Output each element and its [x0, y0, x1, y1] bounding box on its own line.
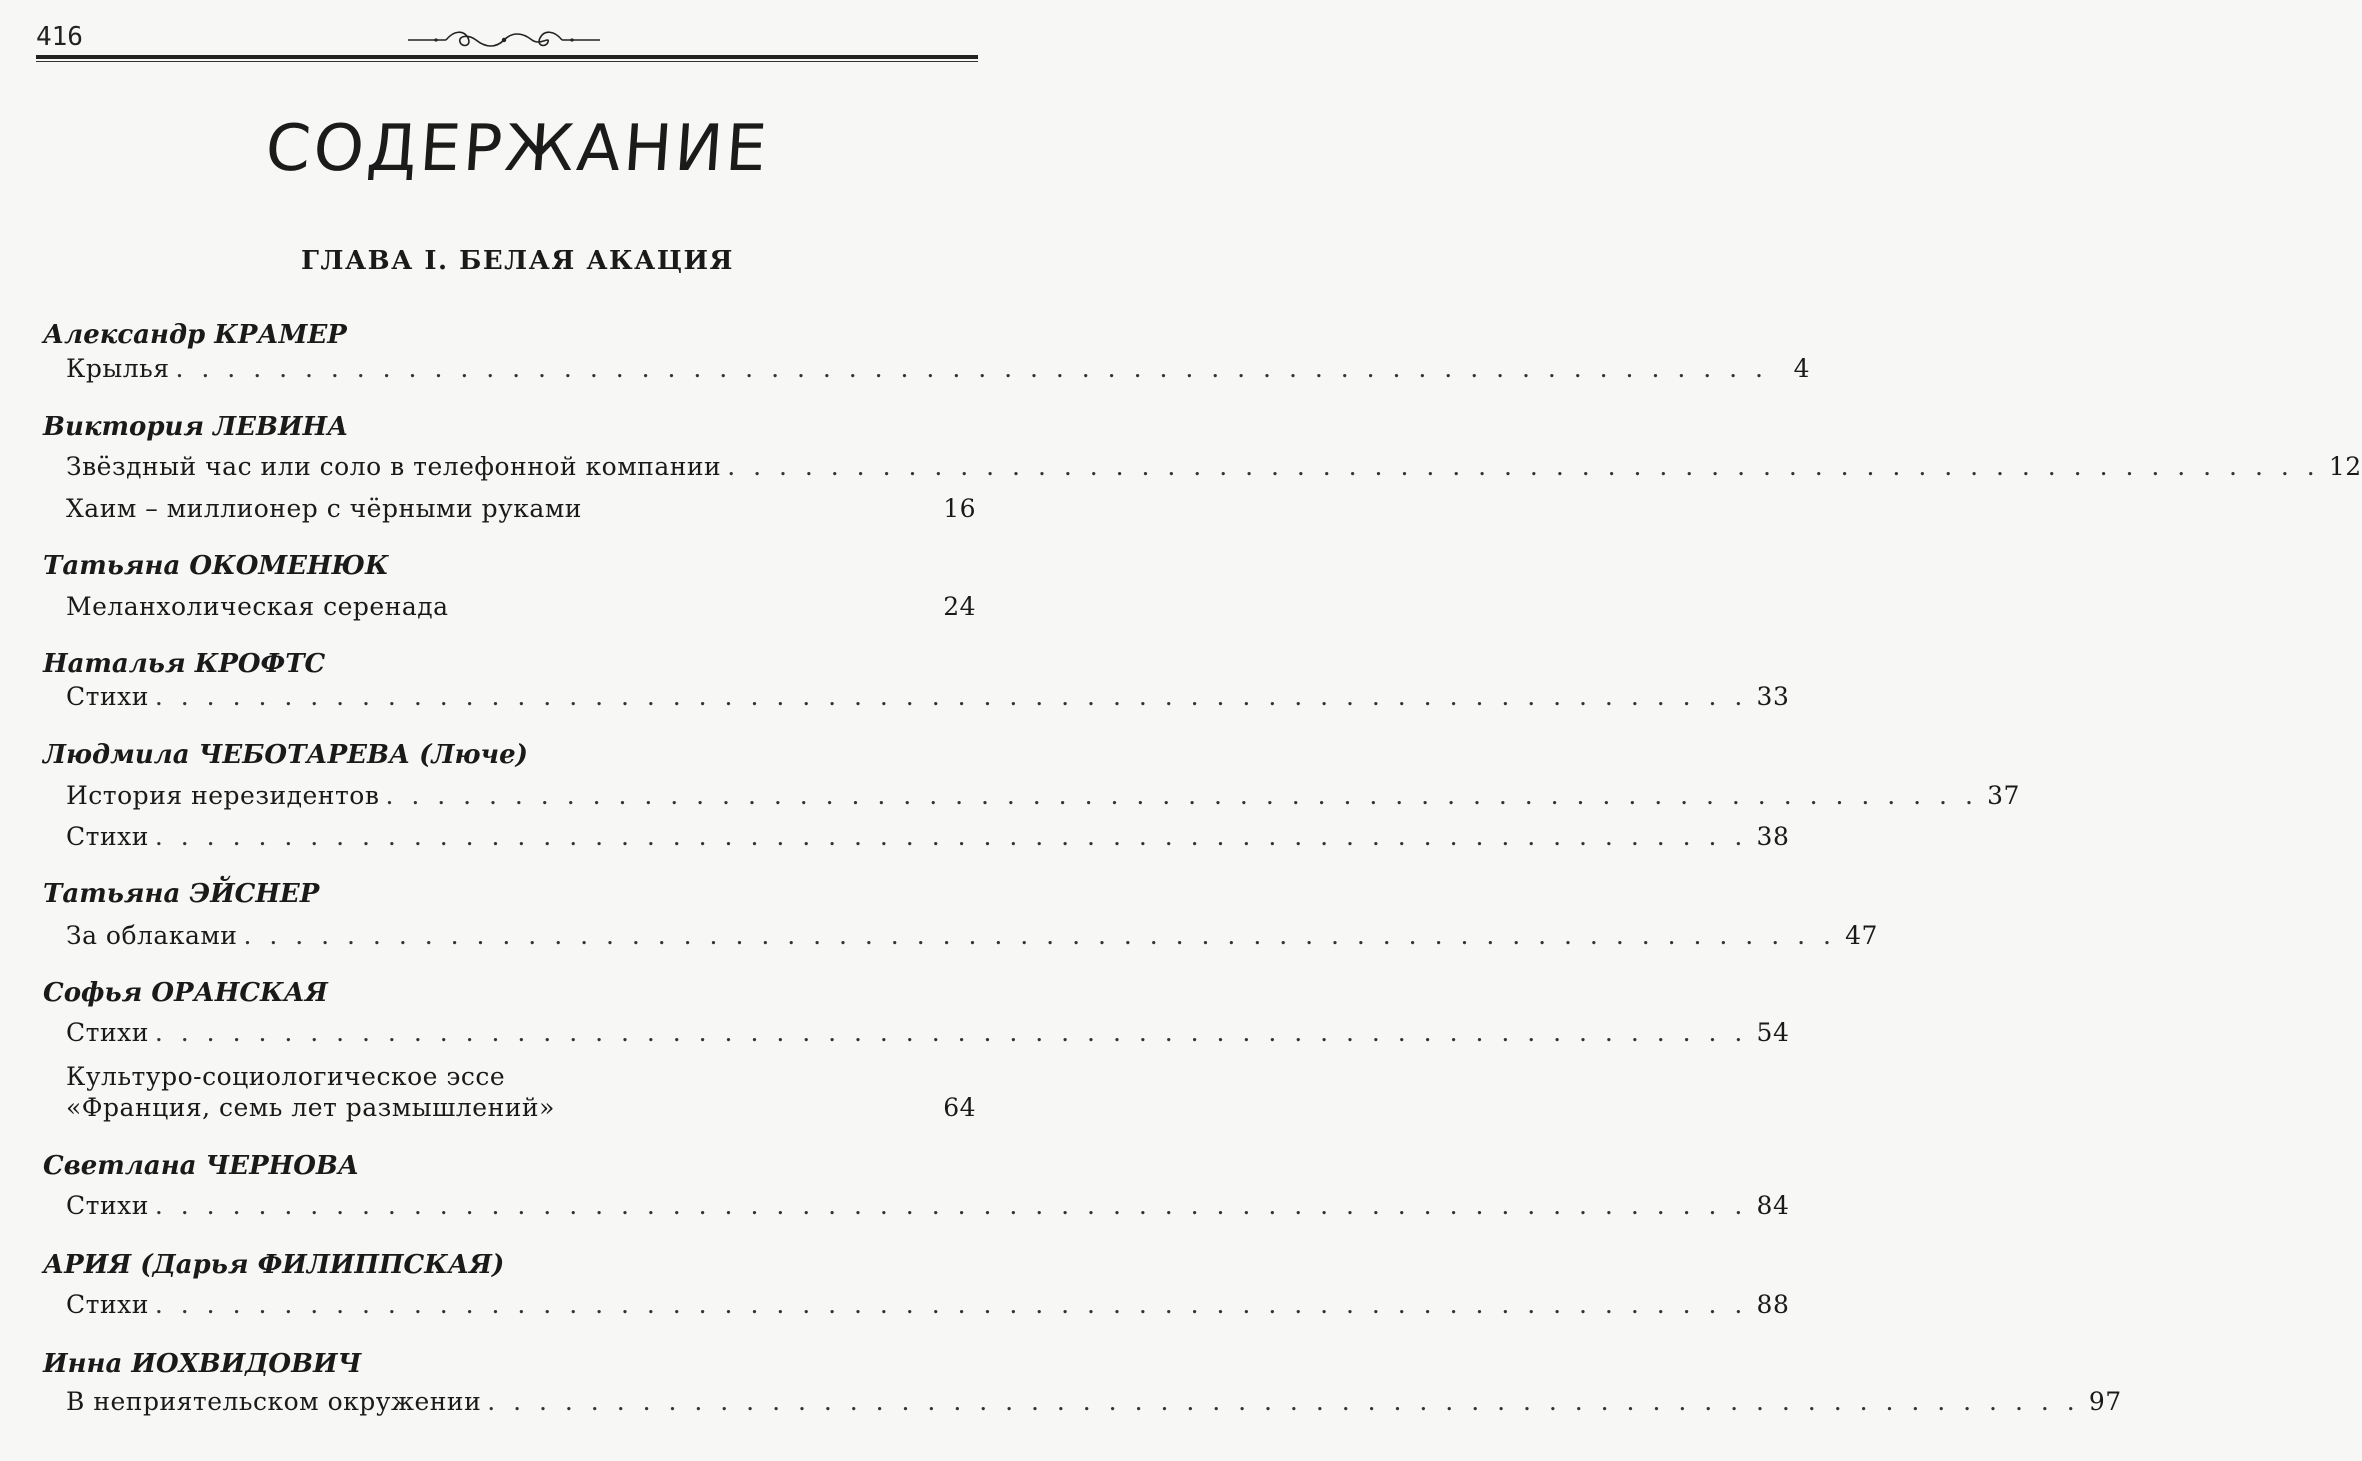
toc-author: Светлана ЧЕРНОВА — [43, 1151, 360, 1181]
toc-entry-title: Стихи — [66, 1290, 149, 1319]
toc-leader-dots: . . . . . . . . . . . . . . . . . . . . . . . . . . . . . . . . . . . . . . . . . . . . . . . . . . . . . . . . . . . . . . — [154, 1290, 1748, 1319]
toc-author: Инна ИОХВИДОВИЧ — [43, 1349, 362, 1379]
toc-entry-page: 16 — [943, 494, 976, 523]
toc-entry-page: 38 — [1756, 822, 1790, 851]
toc-leader-dots: . . . . . . . . . . . . . . . . . . . . . . . . . . . . . . . . . . . . . . . . . . . . . . . . . . . . . . . . . . . . . . — [154, 682, 1748, 711]
toc-leader-dots: . . . . . . . . . . . . . . . . . . . . . . . . . . . . . . . . . . . . . . . . . . . . . . . . . . . . . . . . . . . . . . — [154, 822, 1748, 851]
toc-entry-title: «Франция, семь лет размышлений» — [66, 1093, 555, 1122]
toc-entry[interactable] — [66, 592, 976, 621]
toc-entry-title: История нерезидентов — [66, 781, 380, 810]
toc-leader-dots: . . . . . . . . . . . . . . . . . . . . . . . . . . . . . . . . . . . . . . . . . . . . . . . . . . . . . . . . . . . . . . — [154, 1191, 1748, 1220]
toc-leader-dots: . . . . . . . . . . . . . . . . . . . . . . . . . . . . . . . . . . . . . . . . . . . . . . . . . . . . . . . . . . . . . . — [243, 921, 1836, 950]
toc-leader-dots: . . . . . . . . . . . . . . . . . . . . . . . . . . . . . . . . . . . . . . . . . . . . . . . . . . . . . . . . . . . . . . — [175, 354, 1768, 383]
toc-author: Людмила ЧЕБОТАРЕВА (Люче) — [43, 740, 528, 770]
toc-entry-page: 37 — [1987, 781, 2020, 810]
toc-entry[interactable] — [66, 682, 1790, 711]
toc-leader-dots: . . . . . . . . . . . . . . . . . . . . . . . . . . . . . . . . . . . . . . . . . . . . . . . . . . . . . . . . . . . . . . — [154, 1018, 1748, 1047]
toc-entry-title: Стихи — [66, 682, 149, 711]
toc-author: Софья ОРАНСКАЯ — [43, 978, 328, 1008]
toc-entry-page: 84 — [1756, 1191, 1790, 1220]
toc-leader-dots: . . . . . . . . . . . . . . . . . . . . . . . . . . . . . . . . . . . . . . . . . . . . . . . . . . . . . . . . . . . . . . — [727, 452, 2320, 481]
toc-entry-title: Стихи — [66, 1191, 149, 1220]
chapter-title: ГЛАВА I. БЕЛАЯ АКАЦИЯ — [301, 246, 734, 276]
toc-entry-page: 12 — [2328, 452, 2362, 481]
toc-author: Александр КРАМЕР — [43, 320, 347, 350]
page-title: СОДЕРЖАНИЕ — [263, 112, 772, 186]
toc-entry-page: 47 — [1845, 921, 1878, 950]
toc-entry-page: 33 — [1756, 682, 1790, 711]
toc-entry-page: 54 — [1756, 1018, 1790, 1047]
toc-entry-title: Хаим – миллионер с чёрными руками — [66, 494, 582, 523]
toc-entry-title: Звёздный час или соло в телефонной компании — [66, 452, 722, 481]
toc-entry[interactable] — [66, 822, 1790, 851]
toc-entry-title: Стихи — [66, 1018, 149, 1047]
toc-entry[interactable] — [66, 452, 2362, 481]
toc-author: Татьяна ОКОМЕНЮК — [43, 551, 389, 581]
toc-entry-title-line1: Культуро-социологическое эссе — [66, 1062, 506, 1091]
toc-entry-page: 24 — [943, 592, 976, 621]
page-number: 416 — [36, 22, 83, 52]
toc-author: Виктория ЛЕВИНА — [43, 412, 349, 442]
toc-entry[interactable] — [66, 1387, 2122, 1416]
toc-author: Наталья КРОФТС — [43, 649, 326, 679]
toc-entry-title: Стихи — [66, 822, 149, 851]
toc-entry-page: 97 — [2088, 1387, 2122, 1416]
toc-entry[interactable] — [66, 1018, 1790, 1047]
toc-entry-page: 4 — [1793, 354, 1810, 383]
toc-entry[interactable] — [66, 1093, 976, 1122]
toc-entry[interactable] — [66, 494, 976, 523]
toc-entry-title: Меланхолическая серенада — [66, 592, 449, 621]
toc-author: Татьяна ЭЙСНЕР — [43, 879, 320, 909]
toc-entry[interactable] — [66, 1191, 1790, 1220]
toc-entry[interactable] — [66, 1290, 1790, 1319]
toc-entry[interactable] — [66, 921, 1878, 950]
toc-leader-dots: . . . . . . . . . . . . . . . . . . . . . . . . . . . . . . . . . . . . . . . . . . . . . . . . . . . . . . . . . . . . . . — [385, 781, 1978, 810]
toc-entry-title: Крылья — [66, 354, 170, 383]
toc-entry-page: 88 — [1756, 1290, 1790, 1319]
toc-entry[interactable] — [66, 354, 1810, 383]
toc-entry[interactable] — [66, 781, 2020, 810]
toc-entry-title: За облаками — [66, 921, 238, 950]
toc-leader-dots: . . . . . . . . . . . . . . . . . . . . . . . . . . . . . . . . . . . . . . . . . . . . . . . . . . . . . . . . . . . . . . — [487, 1387, 2080, 1416]
toc-entry-page: 64 — [943, 1093, 976, 1122]
toc-entry-title: В неприятельском окружении — [66, 1387, 482, 1416]
toc-author: АРИЯ (Дарья ФИЛИППСКАЯ) — [43, 1250, 505, 1280]
